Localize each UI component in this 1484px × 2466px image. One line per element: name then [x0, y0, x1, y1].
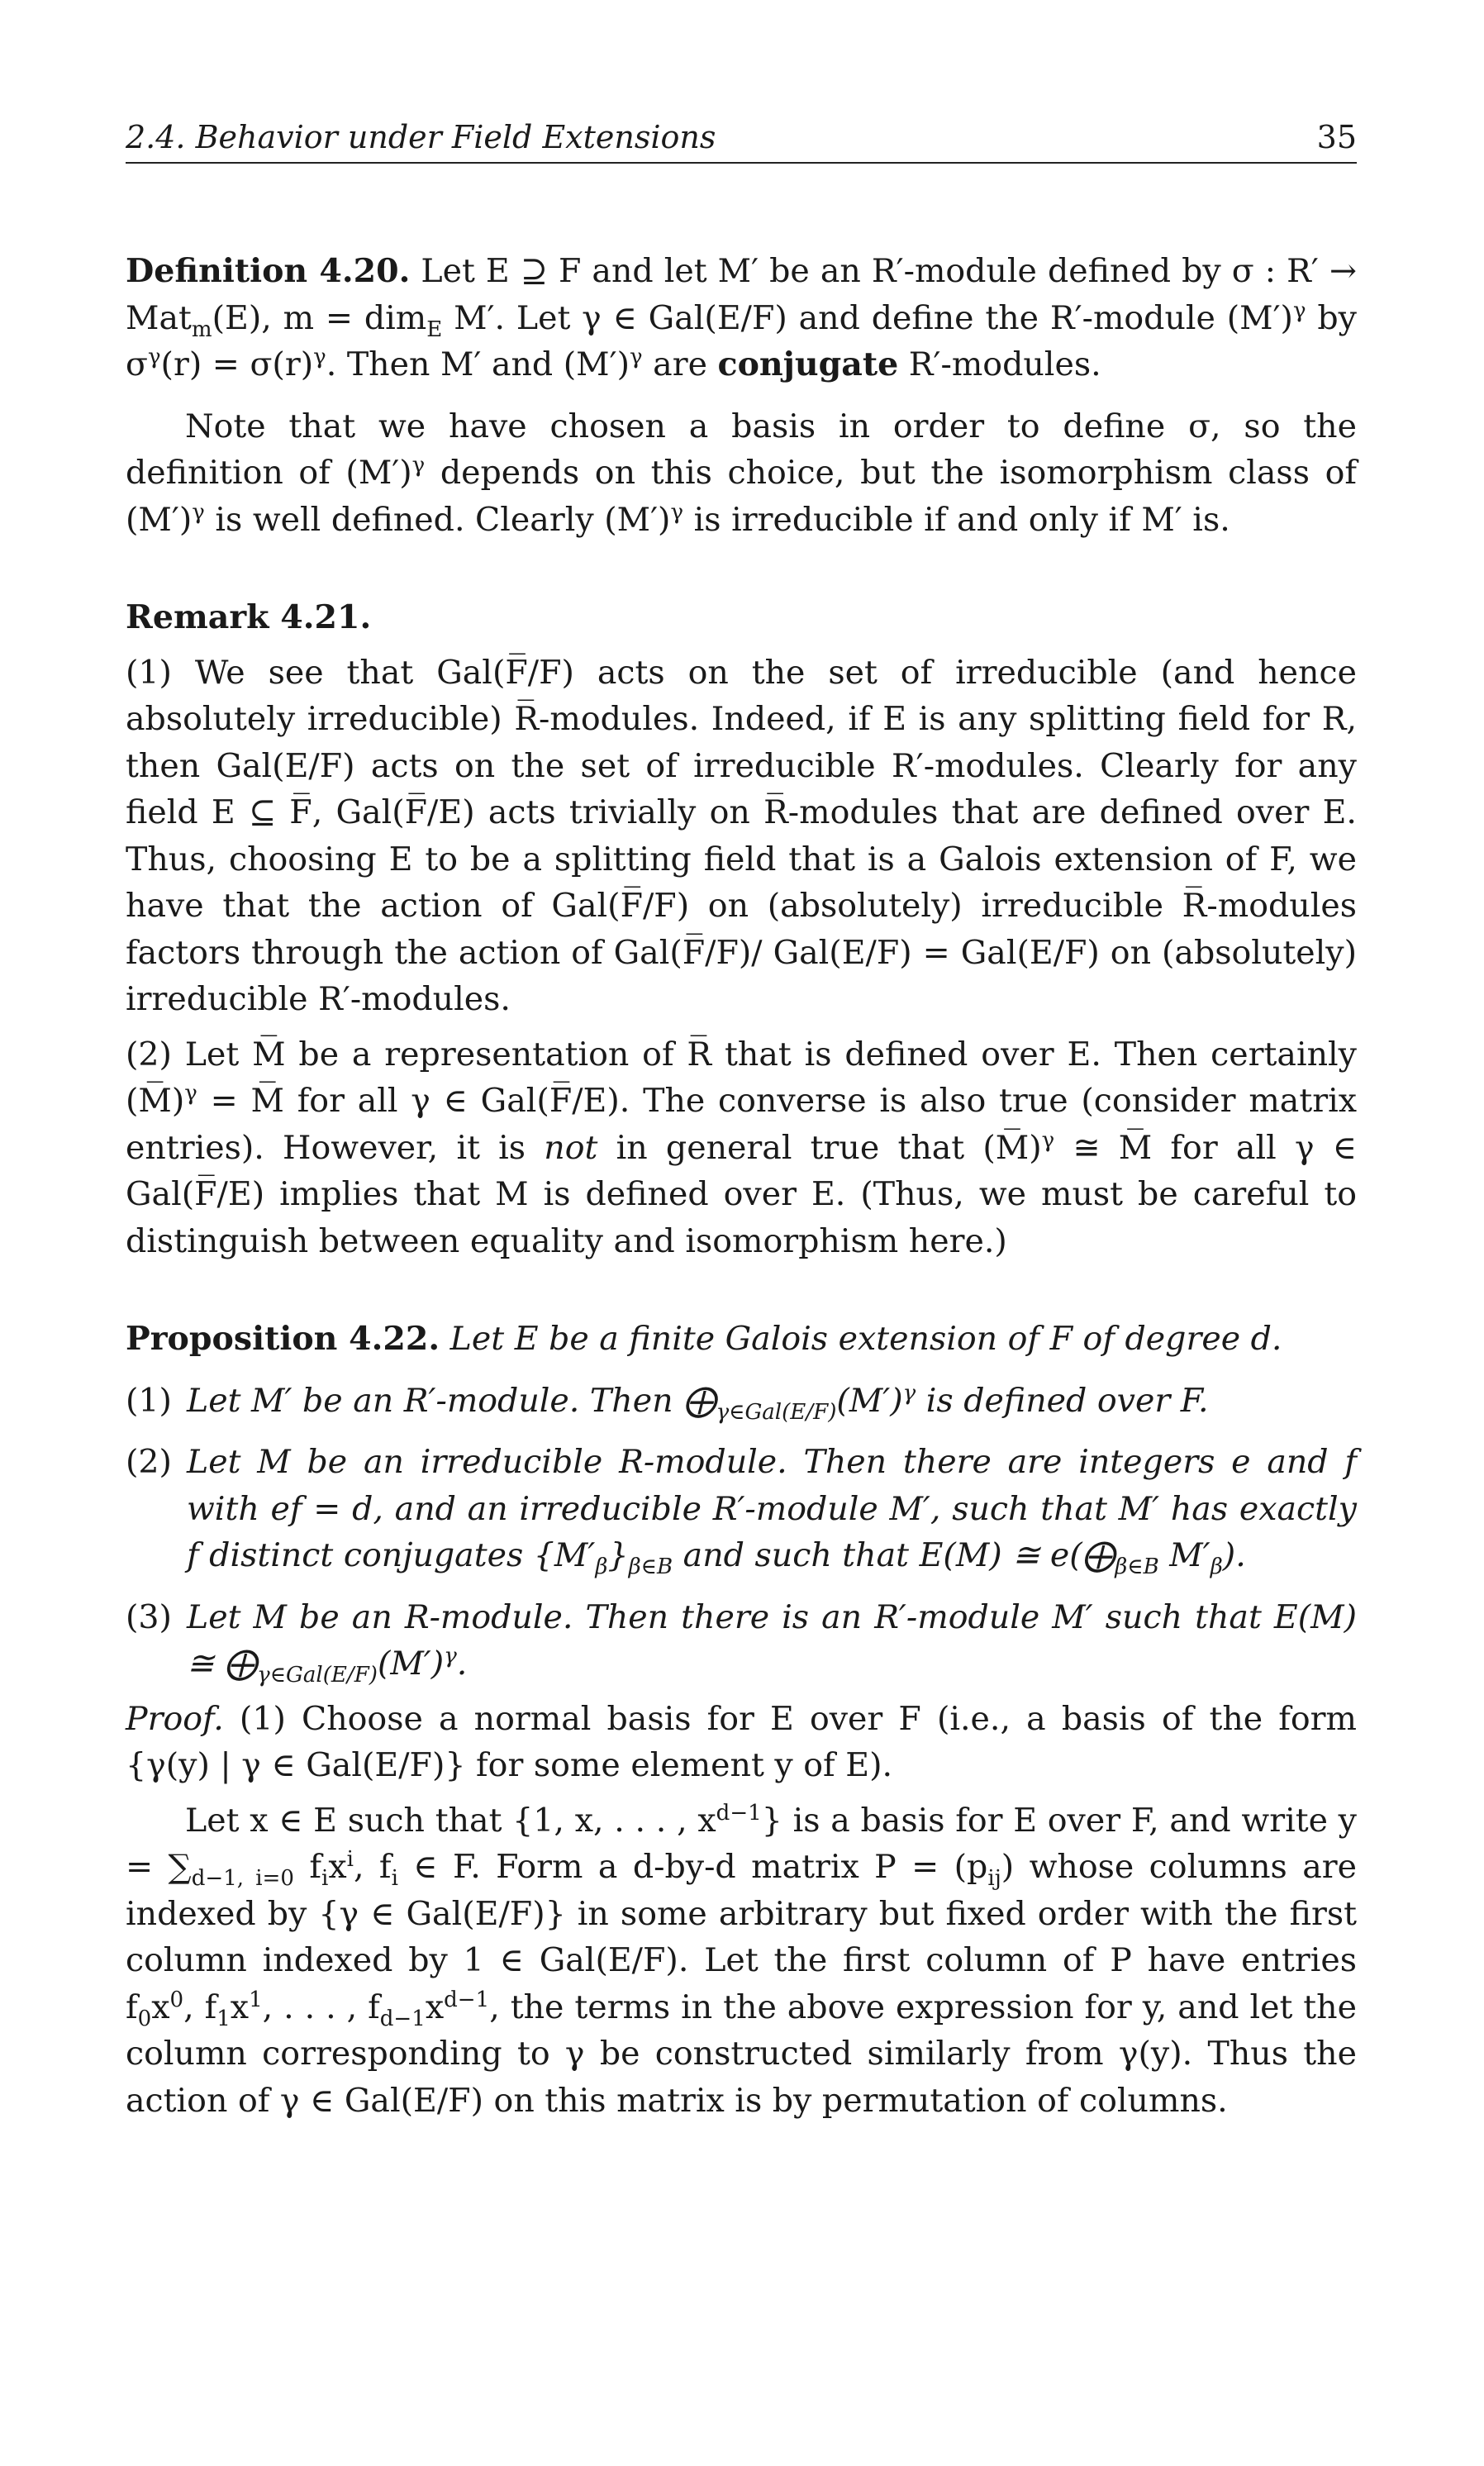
remark-item-2: (2) Let M̅ be a representation of R̅ that is defined over E. Then certainly (M̅)$^\gamma$ = M̅ for all γ ∈ Gal(F̅/E). The converse is also true (consider matrix entries). However, it is not in general true that (M̅)$^\gamma$ ≅ M̅ for all γ ∈ Gal(F̅/E) implies that M is defined over E. (Thus, we must be careful to distinguish between equality and isomorphism here.)	[126, 1035, 1358, 1260]
proof-label: Proof.	[126, 1699, 224, 1738]
definition-label: Definition 4.20.	[126, 252, 411, 290]
note-paragraph: Note that we have chosen a basis in order to define σ, so the definition of $(M')^\gamma$ depends on this choice, but the isomorphism class of $(M')^\gamma$ is well defined. Clearly $(M')^\gamma$ is irreducible if and only if M′ is.	[126, 407, 1357, 539]
remark-label: Remark 4.21.	[126, 598, 372, 636]
proposition-label: Proposition 4.22.	[126, 1320, 440, 1358]
running-head	[126, 114, 1357, 164]
proposition-item-1: (1) Let M′ be an R′-module. Then $⨁_{\gamma\in Gal(E/F)}(M')^\gamma$ is defined over F.	[126, 1380, 1209, 1425]
remark-4-21-heading	[126, 594, 1357, 641]
body-text	[126, 248, 1357, 2124]
proposition-item-3: (3) Let M be an R-module. Then there is an R′-module M′ such that E(M) ≅ $⨁_{\gamma\in Gal(E/F)}(M')^\gamma$.	[126, 1597, 1357, 1688]
proposition-item-2: (2) Let M be an irreducible R-module. Then there are integers e and f with ef = d, and an irreducible R′-module M′, such that M′ has exactly f distinct conjugates $\{M'_\beta\}_{\beta\in B}$ and such that E(M) ≅ $e(⨁_{\beta\in B}$ $M'_\beta$).	[126, 1443, 1357, 1579]
proof-paragraph-1: Proof. (1) Choose a normal basis for E over F (i.e., a basis of the form {γ(y) | γ ∈ Gal(E/F)} for some element y of E).	[126, 1699, 1357, 1784]
proposition-4-22: Proposition 4.22. Let E be a finite Galois extension of F of degree d.	[126, 1320, 1282, 1358]
term-conjugate: conjugate	[717, 345, 899, 383]
proof-paragraph-2: Let x ∈ E such that {1, x, . . . , $x^{d-1}$} is a basis for E over F, and write $y = \sum_{d-1, i=0}$ $f_ix^i$, $f_i$ ∈ F. Form a d-by-d matrix $P = (p_{ij})$ whose columns are indexed by {γ ∈ Gal(E/F)} in some arbitrary but fixed order with the first column indexed by 1 ∈ Gal(E/F). Let the first column of P have entries $f_0x^0$, $f_1x^1$, . . . , $f_{d-1}x^{d-1}$, the terms in the above expression for y, and let the column corresponding to γ be constructed similarly from γ(y). Thus the action of γ ∈ Gal(E/F) on this matrix is by permutation of columns.	[126, 1800, 1358, 2120]
definition-4-20: Definition 4.20. Let E ⊇ F and let M′ be an R′-module defined by σ : R′ → Mat$_m$(E), m = dim$_E$ M′. Let γ ∈ Gal(E/F) and define the R′-module $(M')^\gamma$ by $\sigma^\gamma(r) = \sigma(r)^\gamma$. Then M′ and $(M')^\gamma$ are conjugate R′-modules.	[126, 252, 1357, 383]
page-number: 35	[1316, 119, 1357, 155]
remark-item-1: (1) We see that Gal(F̅/F) acts on the set of irreducible (and hence absolutely irreducible) R̅-modules. Indeed, if E is any splitting field for R, then Gal(E/F) acts on the set of irreducible R′-modules. Clearly for any field E ⊆ F̅, Gal(F̅/E) acts trivially on R̅-modules that are defined over E. Thus, choosing E to be a splitting field that is a Galois extension of F, we have that the action of Gal(F̅/F) on (absolutely) irreducible R̅-modules factors through the action of Gal(F̅/F)/ Gal(E/F) = Gal(E/F) on (absolutely) irreducible R′-modules.	[126, 653, 1357, 1018]
section-title: 2.4. Behavior under Field Extensions	[126, 119, 716, 155]
